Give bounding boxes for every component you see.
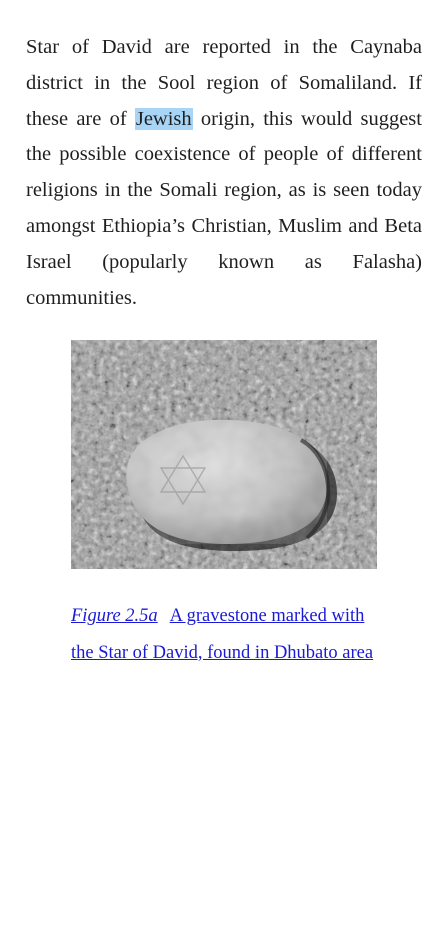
- paragraph-text-end: origin, this would suggest the possible coexistence of people of different religions in the Somali region, as is seen today amongst Ethiopia’s Christian, Muslim and Beta Israel (popularly known as Falasha) communities.: [26, 107, 422, 309]
- figure-caption-link[interactable]: A gravestone marked with the Star of David, found in Dhubato area: [71, 606, 374, 663]
- highlighted-word[interactable]: Jewish: [135, 107, 192, 130]
- figure-label-link[interactable]: Figure 2.5a: [71, 606, 158, 626]
- paragraph-text-start: Star of David are reported in the Caynaba district in the Sool region of Somaliland. If these are of: [26, 36, 422, 130]
- figure-caption[interactable]: [71, 598, 391, 671]
- reader-page: [26, 30, 422, 316]
- gravestone-photo: [71, 340, 377, 569]
- body-paragraph: [26, 30, 422, 316]
